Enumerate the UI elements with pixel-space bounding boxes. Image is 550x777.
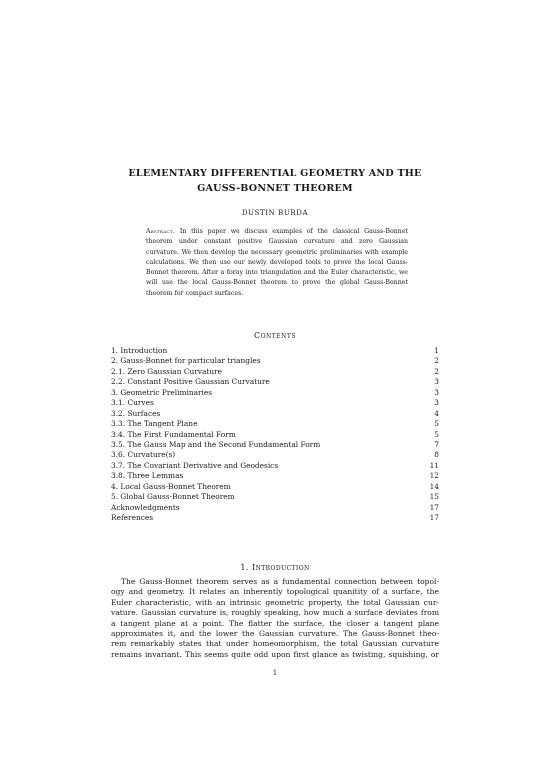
toc-label: 2. Gauss-Bonnet for particular triangles xyxy=(111,356,261,366)
toc-entry[interactable] xyxy=(111,398,439,408)
abstract-lead: Abstract. xyxy=(146,228,176,235)
table-of-contents xyxy=(111,346,439,523)
toc-entry[interactable] xyxy=(111,388,439,398)
toc-page: 8 xyxy=(434,450,439,460)
toc-label: Acknowledgments xyxy=(111,502,180,512)
toc-page: 2 xyxy=(434,366,439,376)
toc-label: 3. Geometric Preliminaries xyxy=(111,387,213,397)
toc-page: 14 xyxy=(429,481,439,491)
toc-entry[interactable] xyxy=(111,492,439,502)
toc-entry[interactable] xyxy=(111,409,439,419)
toc-label: 5. Global Gauss-Bonnet Theorem xyxy=(111,492,235,502)
toc-label: 3.8. Three Lemmas xyxy=(111,471,184,481)
toc-entry[interactable] xyxy=(111,377,439,387)
toc-label: 2.2. Constant Positive Gaussian Curvature xyxy=(111,377,270,387)
toc-page: 17 xyxy=(429,513,439,522)
toc-page: 12 xyxy=(429,471,439,481)
toc-entry[interactable] xyxy=(111,419,439,429)
toc-entry[interactable] xyxy=(111,503,439,513)
toc-label: 3.5. The Gauss Map and the Second Fundamental Form xyxy=(111,439,321,449)
paper-title xyxy=(100,166,450,196)
toc-page: 3 xyxy=(434,387,439,397)
toc-page: 2 xyxy=(434,356,439,366)
toc-page: 3 xyxy=(434,377,439,387)
toc-label: 2.1. Zero Gaussian Curvature xyxy=(111,366,222,376)
paragraph-line: rem remarkably states that under homeomorphism, the total Gaussian curvature xyxy=(111,639,439,649)
toc-entry[interactable] xyxy=(111,461,439,471)
toc-page: 1 xyxy=(434,346,439,355)
paragraph-line: remains invariant. This seems quite odd upon first glance as twisting, squishing, or xyxy=(111,649,439,659)
paragraph-line: a tangent plane at a point. The flatter the surface, the closer a tangent plane xyxy=(111,618,439,628)
toc-label: 3.3. The Tangent Plane xyxy=(111,419,198,429)
paragraph-line: The Gauss-Bonnet theorem serves as a fundamental connection between topol- xyxy=(121,577,439,586)
toc-label: 1. Introduction xyxy=(111,346,168,355)
toc-entry[interactable] xyxy=(111,367,439,377)
toc-page: 7 xyxy=(434,439,439,449)
toc-entry[interactable] xyxy=(111,471,439,481)
toc-entry[interactable] xyxy=(111,430,439,440)
toc-entry[interactable] xyxy=(111,356,439,366)
toc-page: 5 xyxy=(434,429,439,439)
toc-page: 3 xyxy=(434,398,439,408)
paragraph-line: ogy and geometry. It relates an inherently topological quanitity of a surface, the xyxy=(111,587,439,597)
toc-label: 3.1. Curves xyxy=(111,398,154,408)
author-name: DUSTIN BURDA xyxy=(241,209,309,217)
toc-label: 4. Local Gauss-Bonnet Theorem xyxy=(111,481,231,491)
toc-page: 11 xyxy=(429,460,439,470)
paragraph-line: vature. Gaussian curvature is, roughly speaking, how much a surface deviates from xyxy=(111,608,439,618)
page-number: 1 xyxy=(272,669,278,677)
title-line-2: GAUSS-BONNET THEOREM xyxy=(197,183,353,194)
title-line-1: ELEMENTARY DIFFERENTIAL GEOMETRY AND THE xyxy=(128,168,422,179)
toc-label: 3.2. Surfaces xyxy=(111,408,161,418)
introduction-paragraph xyxy=(111,577,439,660)
toc-page: 17 xyxy=(429,502,439,512)
section-heading-introduction: 1. Introduction xyxy=(240,562,310,572)
toc-page: 15 xyxy=(429,492,439,502)
abstract xyxy=(146,227,408,299)
toc-entry[interactable] xyxy=(111,346,439,356)
contents-heading: Contents xyxy=(253,331,297,340)
toc-entry[interactable] xyxy=(111,440,439,450)
toc-label: 3.4. The First Fundamental Form xyxy=(111,429,236,439)
toc-entry[interactable] xyxy=(111,450,439,460)
toc-label: 3.6. Curvature(s) xyxy=(111,450,176,460)
toc-entry[interactable] xyxy=(111,513,439,523)
toc-label: References xyxy=(111,513,154,522)
toc-page: 5 xyxy=(434,419,439,429)
toc-page: 4 xyxy=(434,408,439,418)
toc-label: 3.7. The Covariant Derivative and Geodesics xyxy=(111,460,279,470)
paragraph-line: approximates it, and the lower the Gaussian curvature. The Gauss-Bonnet theo- xyxy=(111,628,439,638)
toc-entry[interactable] xyxy=(111,482,439,492)
abstract-text: In this paper we discuss examples of the classical Gauss-Bonnet theorem under constant positive Gaussian curvature and zero Gaussian curvature. We then develop the necessary geometric preliminaries with example calculations. We then use our newly developed tools to prove the local Gauss-Bonnet theorem. After a foray into triangulation and the Euler characteristic, we will use the local Gauss-Bonnet theorem to prove the global Gauss-Bonnet theorem for compact surfaces. xyxy=(146,228,408,297)
paragraph-line: Euler characteristic, with an intrinsic geometric property, the total Gaussian cur- xyxy=(111,597,439,607)
